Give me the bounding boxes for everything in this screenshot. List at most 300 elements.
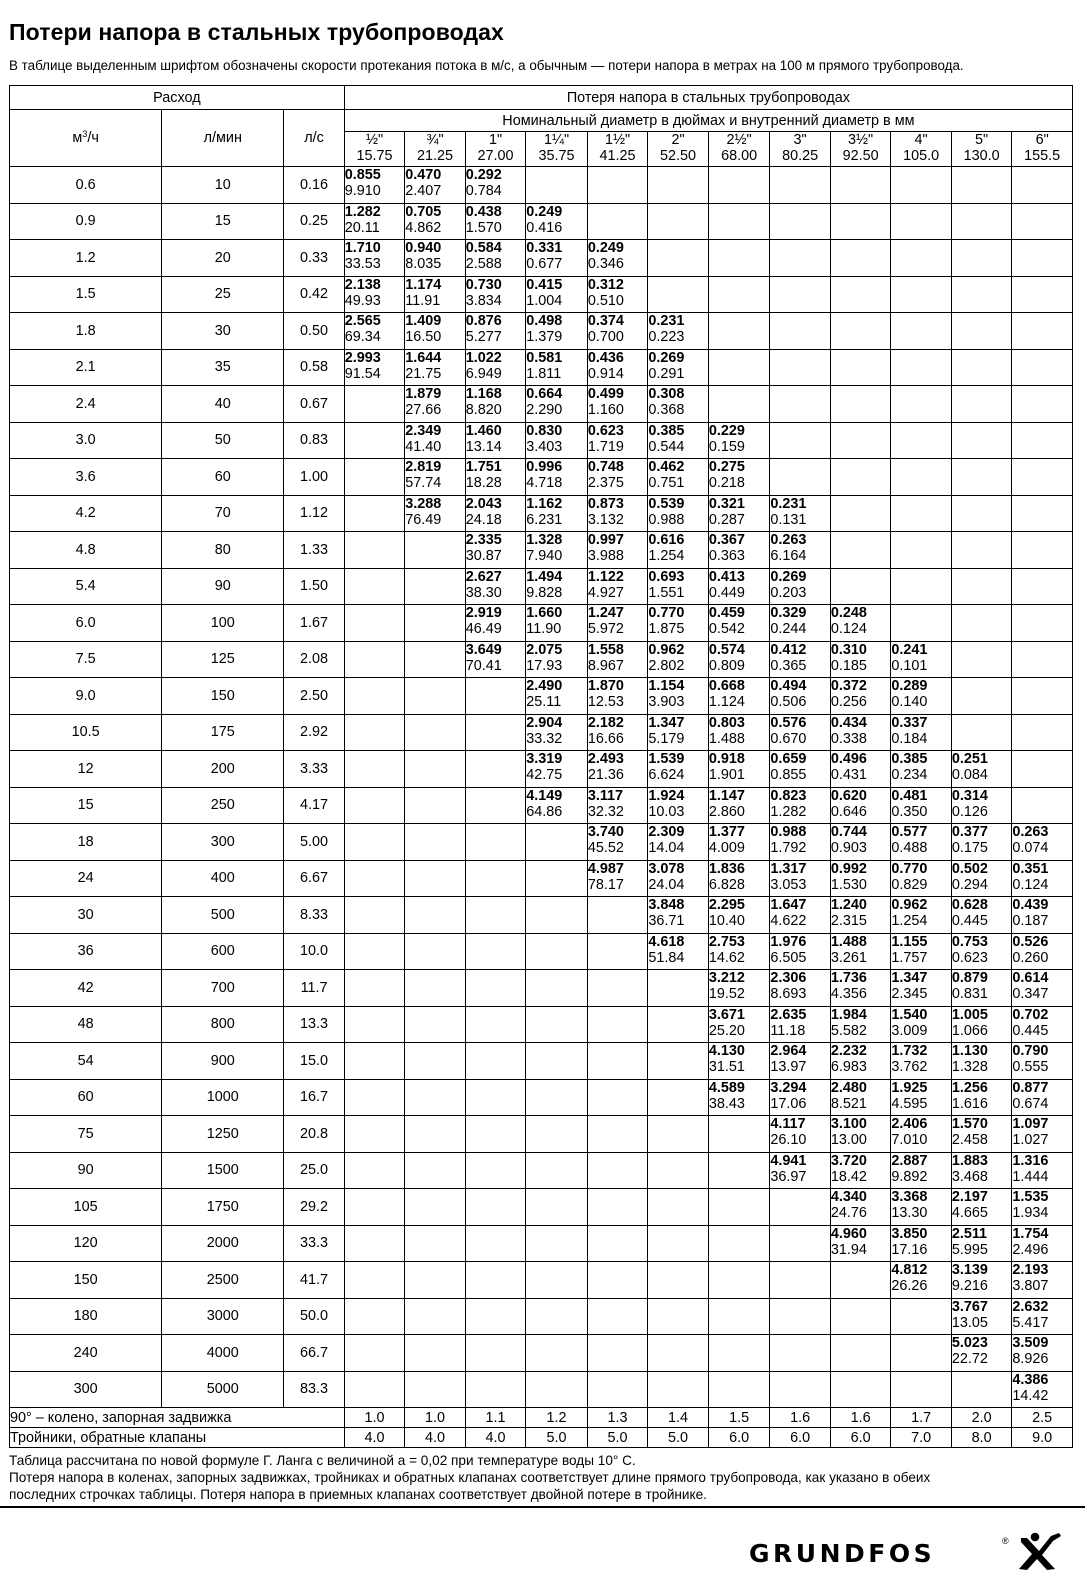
head-loss-value: 12.53 (587, 694, 624, 710)
flow-lmin: 3000 (162, 1298, 284, 1335)
loss-cell (465, 459, 526, 496)
empty-cell (891, 605, 952, 642)
velocity-value: 0.855 (344, 167, 381, 183)
loss-cell (526, 386, 588, 423)
empty-cell (648, 1043, 709, 1080)
velocity-value: 1.347 (648, 714, 685, 731)
empty-cell (830, 276, 891, 313)
flow-ls: 0.83 (284, 422, 345, 459)
loss-cell (587, 568, 648, 605)
empty-cell (344, 1079, 405, 1116)
empty-cell (344, 751, 405, 788)
loss-cell (891, 787, 952, 824)
table-row (10, 167, 1073, 204)
head-loss-value: 13.05 (951, 1314, 988, 1331)
empty-cell (344, 1371, 405, 1408)
nominal-diameter: 3" (793, 132, 807, 148)
flow-lmin: 4000 (162, 1335, 284, 1372)
empty-cell (344, 897, 405, 934)
loss-cell (344, 349, 405, 386)
velocity-value: 0.659 (770, 751, 807, 767)
loss-cell (405, 240, 466, 277)
inner-diameter: 105.0 (903, 148, 940, 164)
loss-cell (770, 495, 831, 532)
velocity-value: 0.263 (770, 532, 807, 548)
head-loss-value: 24.04 (648, 876, 685, 893)
velocity-value: 1.924 (648, 787, 685, 804)
table-row (10, 1043, 1073, 1080)
flow-m3h: 15 (10, 787, 162, 824)
velocity-value: 4.117 (770, 1116, 806, 1132)
diameter-header-cell (648, 132, 709, 167)
velocity-value: 0.367 (708, 532, 745, 548)
table-row (10, 787, 1073, 824)
table-row (10, 1116, 1073, 1153)
empty-cell (465, 678, 526, 715)
empty-cell (708, 240, 770, 277)
head-loss-value: 3.261 (830, 949, 867, 966)
velocity-value: 1.751 (465, 459, 502, 475)
velocity-value: 2.306 (770, 970, 807, 986)
head-loss-value: 0.670 (770, 730, 807, 747)
diameter-header-cell (1012, 132, 1073, 167)
velocity-value: 1.256 (951, 1079, 988, 1096)
head-loss-value: 19.52 (708, 986, 745, 1002)
loss-cell (951, 1006, 1012, 1043)
flow-m3h: 9.0 (10, 678, 162, 715)
head-loss-value: 4.718 (526, 475, 563, 491)
velocity-value: 1.328 (526, 532, 563, 548)
head-loss-value: 0.175 (951, 840, 988, 856)
head-loss-value: 1.570 (465, 219, 502, 236)
loss-cell (526, 313, 588, 350)
empty-cell (648, 240, 709, 277)
velocity-value: 0.628 (951, 897, 988, 913)
velocity-value: 0.496 (830, 751, 867, 767)
head-loss-value: 0.431 (830, 767, 867, 783)
table-header (10, 86, 1073, 167)
flow-lmin: 1000 (162, 1079, 284, 1116)
head-loss-value: 2.458 (951, 1132, 988, 1148)
flow-lmin: 2500 (162, 1262, 284, 1299)
loss-cell (587, 459, 648, 496)
velocity-value: 3.509 (1012, 1335, 1049, 1351)
head-loss-value: 0.159 (708, 438, 745, 455)
velocity-value: 1.976 (770, 933, 807, 950)
velocity-value: 1.494 (526, 568, 563, 585)
loss-cell (770, 1116, 831, 1153)
empty-cell (1012, 459, 1073, 496)
velocity-value: 0.269 (770, 568, 807, 585)
loss-cell (830, 1189, 891, 1226)
flow-lmin: 800 (162, 1006, 284, 1043)
head-loss-value: 0.074 (1012, 840, 1049, 856)
flow-m3h: 75 (10, 1116, 162, 1153)
fittings-equivalent-length: 1.0 (344, 1408, 405, 1428)
empty-cell (648, 1152, 709, 1189)
diameter-header-cell (344, 132, 405, 167)
empty-cell (1012, 532, 1073, 569)
head-loss-value: 5.972 (587, 621, 624, 637)
empty-cell (648, 1262, 709, 1299)
empty-cell (465, 751, 526, 788)
flow-ls: 15.0 (284, 1043, 345, 1080)
empty-cell (891, 495, 952, 532)
loss-cell (405, 349, 466, 386)
diameter-header-cell (465, 132, 526, 167)
loss-cell (770, 970, 831, 1007)
head-loss-value: 1.160 (587, 402, 624, 418)
velocity-value: 0.312 (587, 276, 624, 293)
loss-cell (951, 1225, 1012, 1262)
empty-cell (465, 824, 526, 861)
velocity-value: 1.147 (708, 787, 745, 804)
velocity-value: 0.748 (587, 459, 624, 475)
loss-cell (708, 933, 770, 970)
velocity-value: 1.660 (526, 605, 563, 621)
velocity-value: 2.490 (526, 678, 563, 694)
flow-lmin: 900 (162, 1043, 284, 1080)
empty-cell (405, 532, 466, 569)
head-loss-value: 14.62 (708, 949, 745, 966)
loss-cell (465, 641, 526, 678)
empty-cell (891, 1371, 952, 1408)
flow-lmin: 600 (162, 933, 284, 970)
velocity-value: 0.372 (830, 678, 867, 694)
fittings-equivalent-length: 1.6 (770, 1408, 831, 1428)
empty-cell (344, 1006, 405, 1043)
loss-cell (830, 605, 891, 642)
empty-cell (770, 1371, 831, 1408)
head-loss-value: 13.00 (830, 1132, 867, 1148)
fittings-label: 90° – колено, запорная задвижка (10, 1408, 345, 1428)
velocity-value: 0.940 (405, 240, 442, 256)
loss-cell (465, 532, 526, 569)
empty-cell (526, 1043, 588, 1080)
velocity-value: 0.385 (648, 422, 685, 439)
head-loss-value: 0.784 (465, 183, 502, 199)
inner-diameter: 155.5 (1024, 148, 1061, 164)
loss-cell (770, 532, 831, 569)
head-loss-value: 2.345 (891, 986, 928, 1002)
loss-cell (830, 897, 891, 934)
empty-cell (951, 714, 1012, 751)
loss-cell (587, 824, 648, 861)
flow-m3h: 3.0 (10, 422, 162, 459)
flow-ls: 0.25 (284, 203, 345, 240)
table-row (10, 714, 1073, 751)
loss-cell (465, 386, 526, 423)
velocity-value: 0.753 (951, 933, 988, 950)
head-loss-value: 0.988 (648, 511, 685, 528)
empty-cell (405, 860, 466, 897)
velocity-value: 0.584 (465, 240, 502, 256)
empty-cell (465, 787, 526, 824)
velocity-value: 2.964 (770, 1043, 807, 1059)
head-loss-value: 0.445 (951, 913, 988, 929)
table-row (10, 313, 1073, 350)
flow-ls: 8.33 (284, 897, 345, 934)
flow-lmin: 300 (162, 824, 284, 861)
head-loss-value: 0.809 (708, 657, 745, 674)
loss-cell (830, 678, 891, 715)
fittings-row (10, 1428, 1073, 1448)
empty-cell (405, 1116, 466, 1153)
velocity-value: 0.231 (648, 313, 685, 329)
head-loss-value: 0.555 (1012, 1059, 1049, 1075)
empty-cell (587, 1152, 648, 1189)
fittings-equivalent-length: 1.4 (648, 1408, 709, 1428)
loss-cell (405, 459, 466, 496)
velocity-value: 0.705 (405, 203, 442, 220)
loss-cell (1012, 1152, 1073, 1189)
flow-lmin: 5000 (162, 1371, 284, 1408)
head-loss-value: 31.94 (830, 1241, 867, 1258)
head-loss-value: 9.216 (951, 1278, 988, 1294)
flow-m3h: 36 (10, 933, 162, 970)
empty-cell (951, 495, 1012, 532)
empty-cell (770, 1262, 831, 1299)
empty-cell (830, 1298, 891, 1335)
empty-cell (951, 605, 1012, 642)
empty-cell (465, 1043, 526, 1080)
head-loss-value: 18.42 (830, 1168, 867, 1185)
flow-lmin: 500 (162, 897, 284, 934)
empty-cell (708, 386, 770, 423)
empty-cell (770, 459, 831, 496)
empty-cell (1012, 276, 1073, 313)
loss-cell (465, 167, 526, 204)
head-loss-value: 17.93 (526, 657, 563, 674)
diameter-header-cell (587, 132, 648, 167)
head-loss-value: 0.260 (1012, 949, 1049, 966)
inner-diameter: 130.0 (963, 148, 1000, 164)
footnote-formula: Таблица рассчитана по новой формуле Г. Ланга с величиной a = 0,02 при температуре воды 10° С. (9, 1453, 636, 1468)
flow-ls: 0.42 (284, 276, 345, 313)
head-loss-value: 0.218 (708, 475, 745, 491)
fittings-equivalent-length: 1.5 (708, 1408, 770, 1428)
nominal-diameter: 4" (914, 132, 928, 148)
loss-cell (951, 1152, 1012, 1189)
velocity-value: 0.962 (891, 897, 928, 913)
loss-cell (770, 824, 831, 861)
flow-ls: 20.8 (284, 1116, 345, 1153)
header-flow-group: Расход (10, 86, 345, 110)
velocity-value: 0.385 (891, 751, 928, 767)
empty-cell (1012, 495, 1073, 532)
flow-m3h: 24 (10, 860, 162, 897)
empty-cell (951, 203, 1012, 240)
loss-cell (891, 1262, 952, 1299)
velocity-value: 0.459 (708, 605, 745, 621)
head-loss-value: 0.368 (648, 402, 685, 418)
loss-cell (770, 897, 831, 934)
velocity-value: 2.193 (1012, 1262, 1049, 1278)
velocity-value: 1.925 (891, 1079, 928, 1096)
loss-cell (648, 459, 709, 496)
empty-cell (405, 1043, 466, 1080)
empty-cell (1012, 678, 1073, 715)
head-loss-value: 0.700 (587, 329, 624, 345)
velocity-value: 0.997 (587, 532, 624, 548)
loss-cell (587, 240, 648, 277)
empty-cell (405, 1152, 466, 1189)
head-loss-value: 1.530 (830, 876, 867, 893)
head-loss-value: 16.66 (587, 730, 624, 747)
logo-wordmark: GRUNDFOS (749, 1539, 936, 1568)
velocity-value: 0.576 (770, 714, 807, 731)
velocity-value: 0.664 (526, 386, 563, 402)
empty-cell (344, 605, 405, 642)
velocity-value: 0.499 (587, 386, 624, 402)
table-row (10, 1006, 1073, 1043)
empty-cell (587, 1189, 648, 1226)
velocity-value: 0.620 (830, 787, 867, 804)
head-loss-value: 2.860 (708, 803, 745, 820)
empty-cell (344, 495, 405, 532)
grundfos-logo (749, 1532, 1079, 1572)
loss-cell (951, 970, 1012, 1007)
head-loss-value: 8.926 (1012, 1351, 1049, 1367)
table-row (10, 970, 1073, 1007)
empty-cell (1012, 714, 1073, 751)
header-diameter-group: Номинальный диаметр в дюймах и внутренний диаметр в мм (344, 110, 1072, 132)
empty-cell (587, 203, 648, 240)
velocity-value: 4.812 (891, 1262, 928, 1278)
velocity-value: 3.720 (830, 1152, 867, 1169)
head-loss-value: 0.101 (891, 657, 928, 674)
fittings-equivalent-length: 1.6 (830, 1408, 891, 1428)
loss-cell (587, 678, 648, 715)
head-loss-value: 10.40 (708, 913, 745, 929)
empty-cell (526, 1262, 588, 1299)
head-loss-value: 22.72 (951, 1351, 988, 1367)
loss-cell (830, 970, 891, 1007)
flow-lmin: 60 (162, 459, 284, 496)
head-loss-value: 13.14 (465, 438, 502, 455)
head-loss-value: 1.379 (526, 329, 563, 345)
velocity-value: 0.269 (648, 349, 685, 366)
flow-lmin: 200 (162, 751, 284, 788)
empty-cell (708, 1262, 770, 1299)
header-col-m3h: $м^3/ч$ (10, 110, 162, 167)
velocity-value: 0.770 (891, 860, 928, 877)
loss-cell (1012, 860, 1073, 897)
empty-cell (587, 1043, 648, 1080)
velocity-value: 0.992 (830, 860, 867, 877)
loss-cell (648, 605, 709, 642)
flow-m3h: 300 (10, 1371, 162, 1408)
fittings-row (10, 1408, 1073, 1428)
loss-cell (830, 1116, 891, 1153)
empty-cell (891, 459, 952, 496)
velocity-value: 1.647 (770, 897, 807, 913)
velocity-value: 4.149 (526, 787, 563, 804)
loss-cell (770, 933, 831, 970)
empty-cell (891, 386, 952, 423)
loss-cell (526, 568, 588, 605)
header-col-ls: л/с (284, 110, 345, 167)
loss-cell (708, 787, 770, 824)
empty-cell (648, 1335, 709, 1372)
empty-cell (830, 167, 891, 204)
empty-cell (465, 860, 526, 897)
velocity-value: 2.819 (405, 459, 442, 475)
loss-cell (830, 641, 891, 678)
velocity-value: 1.162 (526, 495, 563, 512)
velocity-value: 2.753 (708, 933, 745, 950)
velocity-value: 1.097 (1012, 1116, 1049, 1132)
loss-cell (648, 568, 709, 605)
empty-cell (708, 1152, 770, 1189)
velocity-value: 1.883 (951, 1152, 988, 1169)
table-row (10, 1335, 1073, 1372)
empty-cell (465, 1298, 526, 1335)
header-col-lmin: л/мин (162, 110, 284, 167)
empty-cell (526, 167, 588, 204)
empty-cell (1012, 167, 1073, 204)
empty-cell (830, 1262, 891, 1299)
empty-cell (648, 1079, 709, 1116)
loss-cell (891, 897, 952, 934)
empty-cell (526, 824, 588, 861)
head-loss-value: 1.254 (891, 913, 928, 929)
empty-cell (405, 678, 466, 715)
velocity-value: 0.377 (951, 824, 988, 840)
head-loss-value: 32.32 (587, 803, 624, 820)
loss-cell (708, 495, 770, 532)
head-loss-value: 2.802 (648, 657, 685, 674)
flow-lmin: 40 (162, 386, 284, 423)
velocity-value: 1.540 (891, 1006, 928, 1023)
velocity-value: 0.249 (587, 240, 624, 256)
flow-lmin: 1750 (162, 1189, 284, 1226)
velocity-value: 4.987 (587, 860, 624, 877)
loss-cell (648, 824, 709, 861)
velocity-value: 0.413 (708, 568, 745, 585)
head-loss-value: 4.927 (587, 584, 624, 601)
head-loss-value: 0.185 (830, 657, 867, 674)
loss-cell (648, 678, 709, 715)
velocity-value: 0.803 (708, 714, 745, 731)
head-loss-value: 1.934 (1012, 1205, 1049, 1221)
empty-cell (770, 240, 831, 277)
velocity-value: 1.282 (344, 203, 381, 220)
empty-cell (344, 970, 405, 1007)
loss-cell (526, 751, 588, 788)
head-loss-value: 18.28 (465, 475, 502, 491)
empty-cell (405, 970, 466, 1007)
head-loss-value: 0.542 (708, 621, 745, 637)
velocity-value: 4.386 (1012, 1371, 1049, 1388)
head-loss-value: 6.983 (830, 1059, 867, 1075)
loss-cell (1012, 933, 1073, 970)
empty-cell (891, 313, 952, 350)
empty-cell (405, 1225, 466, 1262)
loss-cell (526, 495, 588, 532)
head-loss-value: 0.140 (891, 694, 928, 710)
velocity-value: 1.347 (891, 970, 928, 986)
velocity-value: 0.539 (648, 495, 685, 512)
footnote-fittings: Потеря напора в коленах, запорных задвижках, тройниках и обратных клапанах соответствует длине прямого трубопровода, как указано в обеих (9, 1470, 931, 1485)
empty-cell (526, 897, 588, 934)
head-loss-value: 0.831 (951, 986, 988, 1002)
loss-cell (587, 787, 648, 824)
head-loss-value: 1.444 (1012, 1168, 1049, 1185)
flow-m3h: 150 (10, 1262, 162, 1299)
empty-cell (951, 349, 1012, 386)
loss-cell (587, 313, 648, 350)
